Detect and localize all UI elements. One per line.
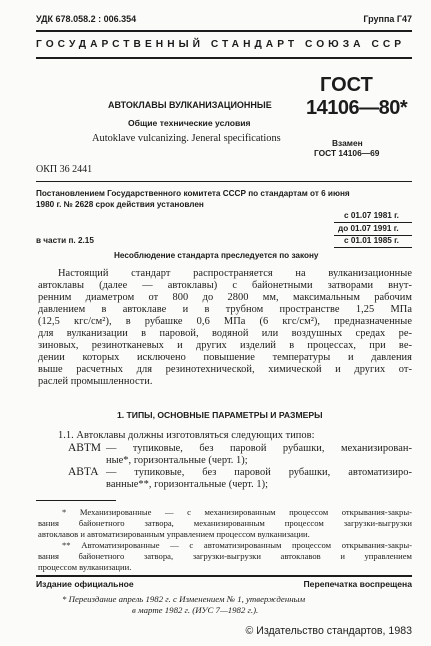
intro-line: автоклавы (далее — автоклавы) с байонетными затворами внут- xyxy=(38,280,412,291)
footnote-line: ** Автоматизированные — с автоматизированным процессом открывания-закры- xyxy=(62,540,412,550)
section-1-heading: 1. ТИПЫ, ОСНОВНЫЕ ПАРАМЕТРЫ И РАЗМЕРЫ xyxy=(117,410,323,420)
date-until: до 01.07 1991 г. xyxy=(338,224,399,233)
state-standard-banner: ГОСУДАРСТВЕННЫЙ СТАНДАРТ СОЮЗА ССР xyxy=(36,39,406,50)
type-avta-line: ванные**, горизонтальные (черт. 1); xyxy=(106,479,269,490)
title-rule xyxy=(36,181,412,182)
reissue-line-2: в марте 1982 г. (ИУС 7—1982 г.). xyxy=(132,605,259,615)
decree-line-1: Постановлением Государственного комитета СССР по стандартам от 6 июня xyxy=(36,189,350,198)
copyright: © Издательство стандартов, 1983 xyxy=(245,625,412,637)
date-from: с 01.07 1981 г. xyxy=(344,211,399,220)
okp-code: ОКП 36 2441 xyxy=(36,164,93,175)
violation-notice: Несоблюдение стандарта преследуется по закону xyxy=(114,251,319,260)
intro-line: дении которых исключено повышение температуры и давления xyxy=(38,352,412,363)
group-code: Группа Г47 xyxy=(363,14,412,24)
date-rule-3 xyxy=(334,247,412,248)
footnote-line: * Механизированные — с механизированным процессом открывания-закры- xyxy=(62,507,412,517)
intro-line: (12,5 кгс/см²), в рубашке 0,6 МПа (6 кгс/см²), предназначенные xyxy=(38,316,412,327)
footnote-line: вания байонетного затвора, загрузки-выгрузки автоклавов и управлением xyxy=(38,551,412,561)
type-avta-line: — тупиковые, без паровой рубашки, автоматизиро- xyxy=(106,467,412,478)
title-ru: АВТОКЛАВЫ ВУЛКАНИЗАЦИОННЫЕ xyxy=(108,100,272,110)
intro-line: давлением в автоклаве и в трубном пространстве 1,25 МПа xyxy=(38,304,412,315)
footnote-line: вания байонетного затвора, механизированным процессом загрузки-выгрузки xyxy=(38,518,412,528)
title-ru-subtitle: Общие технические условия xyxy=(128,118,251,128)
footer-rule xyxy=(36,575,412,577)
footnote-rule xyxy=(36,500,116,501)
header-rule-top xyxy=(36,30,412,32)
decree-line-2: 1980 г. № 2628 срок действия установлен xyxy=(36,200,204,209)
type-avtm-line: ные*, горизонтальные (черт. 1); xyxy=(106,455,248,466)
type-avta-code: АВТА xyxy=(68,466,99,478)
date-part: с 01.01 1985 г. xyxy=(344,236,399,245)
intro-line: зиновых, резинотканевых и других изделий в процессах, при ве- xyxy=(38,340,412,351)
part-label: в части п. 2.15 xyxy=(36,236,94,245)
type-avtm-line: — тупиковые, без паровой рубашки, механизирован- xyxy=(106,443,412,454)
intro-line: для вулканизации в паровой, водяной или воздушных средах ре- xyxy=(38,328,412,339)
footnote-line: автоклавов и автоматизированным управлением процессом вулканизации. xyxy=(38,529,310,539)
gost-label: ГОСТ xyxy=(320,74,373,96)
replaces-value: ГОСТ 14106—69 xyxy=(314,148,380,158)
intro-line: Настоящий стандарт распространяется на вулканизационные xyxy=(58,268,412,279)
intro-line: раслей промышленности. xyxy=(38,376,153,387)
intro-line: выше расчетных для резинотехнической, химической и других от- xyxy=(38,364,412,375)
type-avtm-code: АВТМ xyxy=(68,442,101,454)
item-1-1: 1.1. Автоклавы должны изготовляться следующих типов: xyxy=(58,430,315,441)
gost-number: 14106—80* xyxy=(306,97,408,119)
reissue-line-1: * Переиздание апрель 1982 г. с Изменением № 1, утвержденным xyxy=(62,594,306,604)
udc-code: УДК 678.058.2 : 006.354 xyxy=(36,14,137,24)
replaces-label: Взамен xyxy=(332,138,363,148)
date-rule-1 xyxy=(334,222,412,223)
title-en: Autoklave vulcanizing. Jeneral specifications xyxy=(92,133,281,144)
header-rule-bottom xyxy=(36,57,412,59)
official-edition: Издание официальное xyxy=(36,579,134,589)
footnote-line: процессом вулканизации. xyxy=(38,562,132,572)
intro-line: ренним диаметром от 800 до 2800 мм, максимальным рабочим xyxy=(38,292,412,303)
reprint-notice: Перепечатка воспрещена xyxy=(303,579,412,589)
